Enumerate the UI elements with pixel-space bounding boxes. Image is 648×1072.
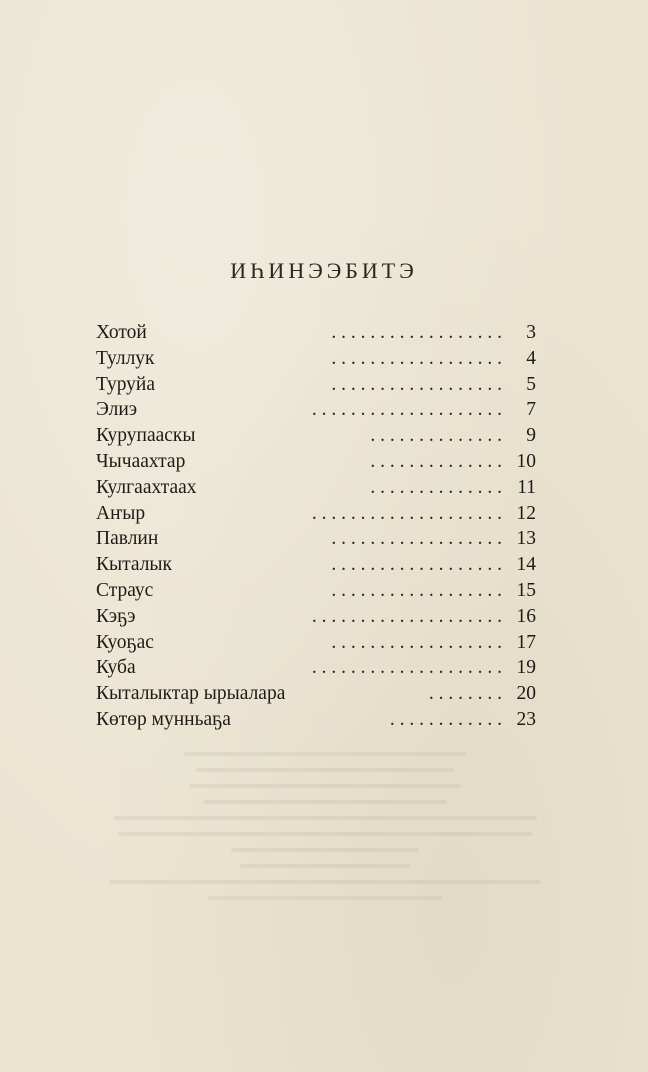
toc-entry-title: Хотой [96, 322, 147, 343]
toc-entry-page: 4 [526, 347, 536, 369]
toc-entry [96, 578, 536, 604]
toc-entry-page: 12 [516, 502, 536, 524]
toc-entry [96, 372, 536, 398]
toc-entry [96, 346, 536, 372]
dot-leader: . . . . . . . . . . . . . . [370, 425, 502, 447]
toc-entry-title: Аҥыр [96, 502, 146, 524]
dot-leader: . . . . . . . . . . . . [389, 708, 502, 730]
toc-entry [96, 320, 536, 346]
toc-entry-title: Кыталыктар ырыалара [96, 683, 286, 705]
toc-entry-page: 13 [516, 528, 536, 550]
dot-leader: . . . . . . . . . . . . . . . . . . . . [311, 399, 502, 421]
dot-leader: . . . . . . . . . . . . . . [370, 450, 502, 472]
toc-entry-page: 15 [516, 579, 536, 601]
toc-entry-title: Элиэ [96, 399, 138, 421]
dot-leader: . . . . . . . . . . . . . . . . . . [331, 631, 502, 653]
toc-entry-title: Туллук [96, 347, 155, 369]
dot-leader: . . . . . . . . . . . . . . . . . . . . [311, 502, 502, 524]
toc-entry [96, 475, 536, 501]
toc-entry [96, 423, 536, 449]
toc-entry-title: Кыталык [96, 554, 173, 576]
dot-leader: . . . . . . . . . . . . . . . . . . [331, 373, 502, 395]
toc-entry-page: 5 [526, 373, 536, 395]
toc-entry-title: Туруйа [96, 373, 156, 395]
dot-leader: . . . . . . . . . . . . . . . . . . [331, 528, 502, 550]
toc-entry-title: Куба [96, 657, 136, 679]
toc-entry-page: 14 [516, 554, 536, 576]
toc-entry-title: Кулгаахтаах [96, 476, 197, 498]
toc-entry-page: 11 [517, 476, 536, 498]
toc-entry [96, 526, 536, 552]
page-title: ИҺИНЭЭБИТЭ [230, 258, 418, 283]
toc-entry-page: 3 [526, 322, 536, 343]
toc-entry-title: Павлин [96, 528, 159, 550]
toc-entry [96, 501, 536, 527]
toc-entry-title: Кэҕэ [96, 605, 136, 627]
toc-entry-page: 16 [516, 605, 536, 627]
toc-entry [96, 655, 536, 681]
toc-entry-page: 20 [516, 683, 536, 705]
dot-leader: . . . . . . . . . . . . . . . . . . [331, 347, 502, 369]
toc-entry-title: Көтөр мунньаҕа [96, 708, 231, 730]
toc-entry-title: Чычаахтар [96, 450, 186, 472]
toc-entry-title: Куоҕас [96, 631, 154, 653]
toc-entry-title: Страус [96, 579, 154, 601]
toc-entry [96, 397, 536, 423]
show-through-text [90, 740, 560, 1000]
toc-entry [96, 449, 536, 475]
toc-entry-page: 17 [516, 631, 536, 653]
toc-entry-page: 9 [526, 425, 536, 447]
toc-entry-page: 7 [526, 399, 536, 421]
dot-leader: . . . . . . . . . . . . . . . . . . [331, 554, 502, 576]
toc-entry [96, 552, 536, 578]
table-of-contents [96, 320, 536, 733]
toc-entry [96, 707, 536, 733]
dot-leader: . . . . . . . . . . . . . . . . . . [331, 579, 502, 601]
toc-entry-page: 19 [516, 657, 536, 679]
toc-entry [96, 681, 536, 707]
dot-leader: . . . . . . . . . . . . . . . . . . . . [311, 657, 502, 679]
dot-leader: . . . . . . . . [428, 683, 502, 705]
toc-entry-page: 23 [516, 708, 536, 730]
toc-entry-title: Курупааскы [96, 425, 196, 447]
toc-entry [96, 604, 536, 630]
toc-entry-page: 10 [516, 450, 536, 472]
dot-leader: . . . . . . . . . . . . . . [370, 476, 502, 498]
toc-entry [96, 630, 536, 656]
dot-leader: . . . . . . . . . . . . . . . . . . . . [311, 605, 502, 627]
dot-leader: . . . . . . . . . . . . . . . . . . [331, 322, 502, 343]
